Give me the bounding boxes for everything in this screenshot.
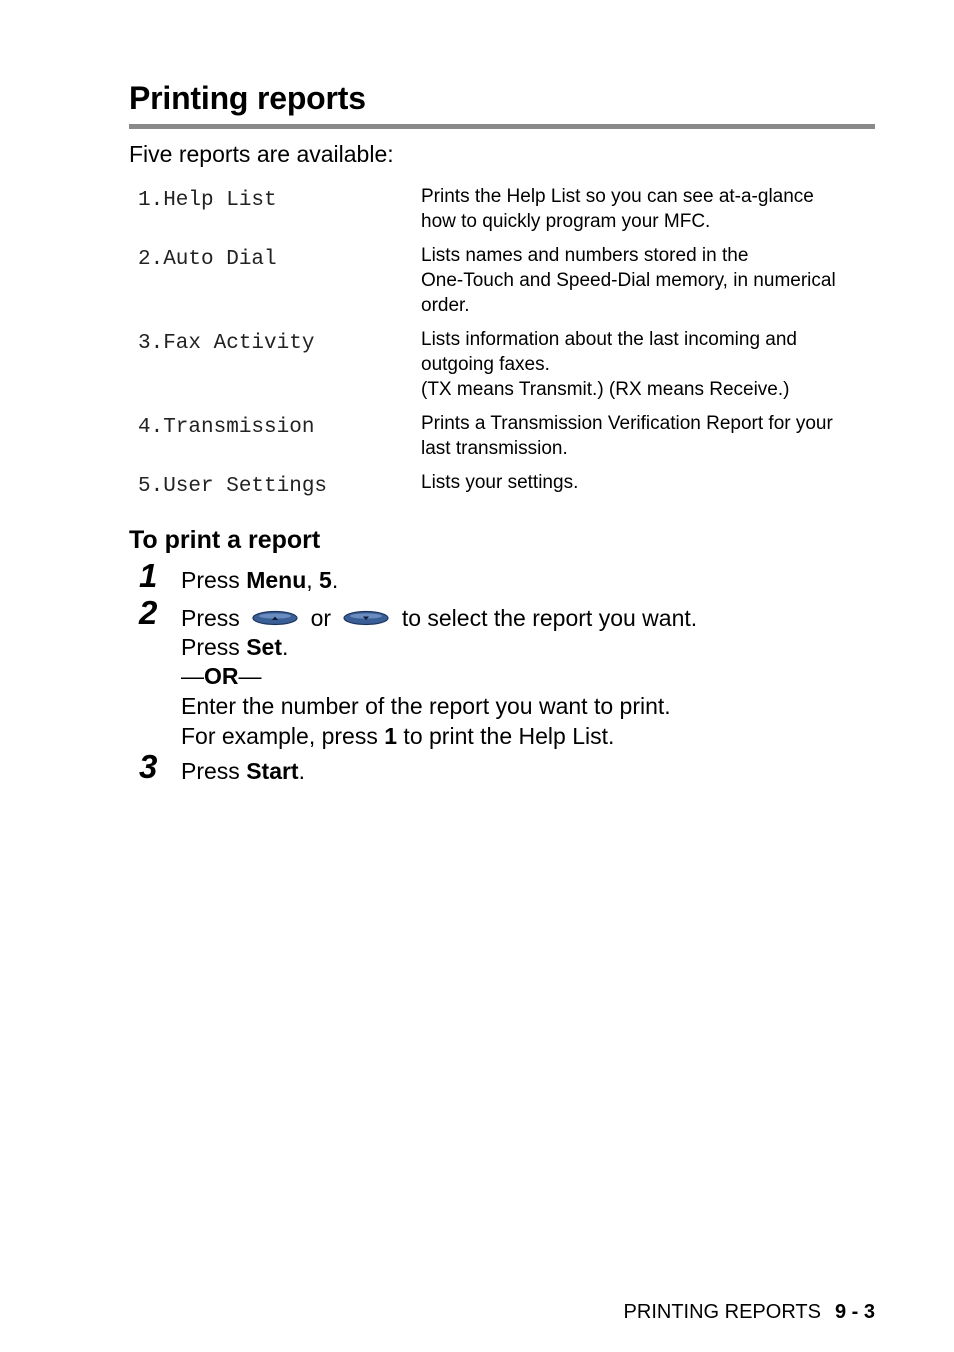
- or-separator: —OR—: [181, 663, 262, 689]
- step-2-line-4: Enter the number of the report you want to print.: [181, 693, 671, 719]
- report-code: 3.Fax Activity: [138, 332, 315, 355]
- step-1-text: Press Menu, 5.: [181, 567, 339, 593]
- step-2-text: Press or to select the report you want.: [181, 603, 697, 635]
- title-rule: [129, 124, 875, 129]
- report-row: [138, 470, 878, 504]
- step-number: 2: [139, 594, 158, 631]
- report-row: [138, 184, 878, 243]
- report-description: Prints the Help List so you can see at-a-glance how to quickly program your MFC.: [421, 186, 814, 232]
- procedure-heading: To print a report: [129, 526, 321, 554]
- key-1: 1: [384, 723, 398, 749]
- step-2-line-2: Press Set.: [181, 634, 289, 660]
- page-title: Printing reports: [129, 80, 366, 116]
- set-key: Set: [246, 634, 282, 660]
- footer-section: PRINTING REPORTS: [623, 1301, 821, 1323]
- report-code: 5.User Settings: [138, 475, 328, 498]
- report-code: 4.Transmission: [138, 416, 315, 439]
- key-5: 5: [319, 567, 332, 593]
- report-code: 2.Auto Dial: [138, 248, 277, 271]
- report-code: 1.Help List: [138, 189, 277, 212]
- menu-key: Menu: [246, 567, 307, 593]
- report-row: [138, 327, 878, 411]
- down-arrow-key-icon: [343, 603, 389, 633]
- page-number: 9 - 3: [834, 1301, 875, 1323]
- report-description: Prints a Transmission Verification Report for your last transmission.: [421, 413, 833, 459]
- step-number: 3: [139, 748, 158, 785]
- page-footer: [624, 1299, 875, 1325]
- report-description: Lists information about the last incoming and outgoing faxes. (TX means Transmit.) (RX means Receive.): [421, 329, 797, 400]
- step-3-text: Press Start.: [181, 758, 305, 784]
- report-row: [138, 243, 878, 327]
- reports-list: [138, 184, 878, 504]
- start-key: Start: [246, 758, 299, 784]
- report-description: Lists your settings.: [421, 472, 579, 493]
- intro-text: Five reports are available:: [129, 141, 394, 167]
- step-2-line-5: For example, press 1 to print the Help List.: [181, 723, 615, 749]
- up-arrow-key-icon: [252, 603, 298, 633]
- step-number: 1: [139, 557, 158, 594]
- report-description: Lists names and numbers stored in the One-Touch and Speed-Dial memory, in numerical order.: [421, 245, 836, 316]
- report-row: [138, 411, 878, 470]
